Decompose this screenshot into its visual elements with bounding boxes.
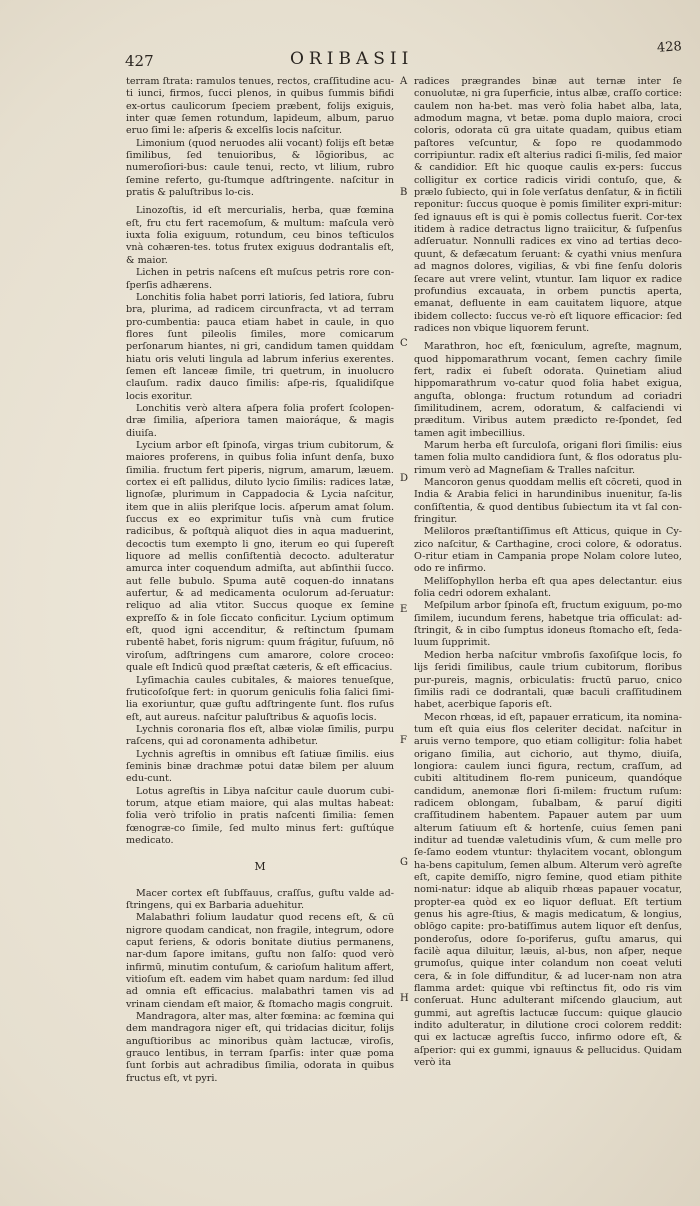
paragraph: Lyſimachia caules cubitales, & maiores tenueſque, fruticoſoſque fert: in quorum geniculis folia ſalici ſimi-lia exoriuntur, quæ guſtu adſtringente ſunt. flos ruſus eſt, aut aureus. naſcitur paluſtribus & aquoſis locis. [126,674,394,723]
section-marker-g: G [400,857,408,868]
paragraph: radices prægrandes binæ aut ternæ inter ſe conuolutæ, ni gra ſuperficie, intus albæ, craſſo cortice: caulem non ha-bet. mas verò folia habet alba, lata, admodum magna, vt betæ. poma duplo maiora, croci coloris, odorata cū gra uitate quadam, quibus etiam paſtores veſcuntur, & ſopo re quodammodo corripiuntur. radix eſt alterius radici ſi-milis, ſed maior & candidior. Eſt hic quoque caulis ex-pers: ſuccus colligitur ex cortice radicis viridi contuſo, que, & prælo ſubiecto, qui in ſole verſatus denſatur, & in fictili reponitur: ſuccus quoque è pomis ſimiliter expri-mitur: ſed ignauus eſt is qui è pomis collectus fuerit. Cor-tex itidem à radice detractus ligno traiicitur, & ſuſpenſus adſeruatur. Nonnulli radices ex vino ad tertias deco-quunt, & defæcatum ſeruant: & cyathi vnius menſura ad magnos dolores, vigilias, & vbi fine ſenſu doloris ſecare aut vrere velint, vtuntur. Iam liquor ex radice profundius excauata, in orbem punctis aperta, emanat, defluente in eam cauitatem liquore, atque ibidem collecto: ſuccus ve-rò eſt liquore efficacior: ſed radices non vbique liquorem ferunt. [414,76,682,334]
running-title: ORIBASII [290,49,414,69]
paragraph: Lotus agreſtis in Libya naſcitur caule duorum cubi-torum, atque etiam maiore, qui alas multas habeat: folia verò trifolio in pratis naſcenti ſimilia: ſemen fœnogræ-co ſimile, ſed multo minus fert: guſtúque medicato. [126,785,394,846]
section-marker-d: D [400,473,409,484]
section-marker-a: A [400,76,408,87]
section-marker-e: E [400,604,408,615]
paragraph: Lonchitis verò altera aſpera folia profert ſcolopen-dræ ſimilia, aſperiora tamen maioráque, & magis diuiſa. [126,402,394,439]
paragraph: Lychnis coronaria flos eſt, albæ violæ ſimilis, purpu raſcens, qui ad coronamenta adhibetur. [126,723,394,748]
paragraph: Limonium (quod neruodes alii vocant) folijs eſt betæ ſimilibus, ſed tenuioribus, & lõgioribus, ac numeroſiori-bus: caule tenui, recto, vt lilium, rubro ſemine referto, gu-ſtumque adſtringente. naſcitur in pratis & paluſtribus lo-cis. [126,137,394,199]
paragraph: Marum herba eſt ſurculoſa, origani flori ſimilis: eius tamen folia multo candidiora ſunt, & flos odoratus plu-rimum verò ad Magneſiam & Tralles naſcitur. [414,439,682,476]
left-column [126,76,394,1085]
section-marker-f: F [400,735,407,746]
paragraph: Mandragora, alter mas, alter fœmina: ac fœmina qui dem mandragora niger eſt, qui tridacias dicitur, folijs anguſtioribus ac minoribus quàm lactucæ, viroſis, grauco lentibus, in terram ſparſis: inter quæ poma ſunt ſorbis aut achradibus ſimilia, odorata in quibus fructus eſt, vt pyri. [126,1011,394,1084]
page-number-left: 427 [125,52,154,70]
paragraph: Lonchitis folia habet porri latioris, ſed latiora, ſubru bra, plurima, ad radicem circunfracta, vt ad terram pro-cumbentia: pauca etiam habet in caule, in quo flores ſunt pileolis ſimiles, more comicarum perſonarum hiantes, ni gri, candidum tamen quiddam hiatu oris veluti lingula ad labrum inferius exerentes. ſemen eſt lanceæ ſimile, tri quetrum, in inuolucro clauſum. radix dauco ſimilis: aſpe-ris, ſqualidiſque locis exoritur. [126,291,394,402]
paragraph: Malabathri folium laudatur quod recens eſt, & cū nigrore quodam candicat, non fragile, integrum, odore caput feriens, & odoris bonitate diutius permanens, nar-dum ſapore imitans, guſtu non ſalſo: quod verò infirmū, minutim contuſum, & carioſum halitum affert, vitioſum eſt. eadem vim habet quam nardum: ſed illud ad omnia eſt efficacius. malabathri tamen vis ad vrinam ciendam eſt maior, & ſtomacho magis congruit. [126,912,394,1010]
paragraph: Meliſſophyllon herba eſt qua apes delectantur. eius folia cedri odorem exhalant. [414,575,682,600]
section-marker-h: H [400,993,409,1004]
right-column [414,76,682,1070]
section-marker-c: C [400,338,408,349]
paragraph: Lychnis agreſtis in omnibus eſt ſatiuæ ſimilis. eius ſeminis binæ drachmæ potui datæ bilem per aluum edu-cunt. [126,748,394,785]
paragraph: terram ſtrata: ramulos tenues, rectos, craſſitudine acu-ti iunci, firmos, ſucci plenos, in quibus ſummis bifidi ex-ortus caulicorum ſpeciem præbent, folijs exiguis, inter quæ ſemen rotundum, lapideum, album, paruo eruo ſimi le: aſperis & excelſis locis naſcitur. [126,76,394,137]
paragraph: Lycium arbor eſt ſpinoſa, virgas trium cubitorum, & maiores proferens, in quibus folia inſunt denſa, buxo ſimilia. fructum fert piperis, nigrum, amarum, læuem. cortex ei eſt pallidus, diluto lycio ſimilis: radices latæ, lignoſæ, plurimum in Cappadocia & Lycia naſcitur, item que in aliis pleriſque locis. aſperum amat ſolum. ſuccus ex eo exprimitur tuſis vnà cum frutice radicibus, & poſtquà aliquot dies in aqua maduerint, decoctis tum exempto li gno, iterum eo qui ſupereſt liquore ad mellis conſiſtentià decocto. adulteratur amurca inter coquendum admiſta, aut abſinthii ſucco. aut felle bubulo. Spuma autē coquen-do innatans aufertur, & ad medicamenta oculorum ad-ſeruatur: reliquo ad alia vtitor. Succus quoque ex ſemine expreſſo & in ſole ſiccato conficitur. Lycium optimum eſt, quod igni accenditur, & reſtinctum ſpumam rubentē habet, foris nigrum: quum frágitur, fuſuum, nō viroſum, adſtringens cum amarore, colore croceo: quale eſt Indicū quod præſtat cæteris, & eſt efficacius. [126,439,394,674]
paragraph: Mancoron genus quoddam mellis eſt cōcreti, quod in India & Arabia felici in harundinibus inuenitur, ſa-lis conſiſtentia, & quod dentibus ſubiectum ita vt ſal con-fringitur. [414,477,682,526]
paragraph: Lichen in petris naſcens eſt muſcus petris rore con-ſperſis adhærens. [126,267,394,291]
paragraph: Medion herba naſcitur vmbroſis ſaxoſiſque locis, fo lijs ſeridi ſimilibus, caule trium cubitorum, floribus pur-pureis, magnis, orbiculatis: fructū paruo, cnico ſimilis radi ce dodrantali, quæ baculi craſſitudinem habet, acerbique ſaporis eſt. [414,649,682,711]
section-letter: M [254,860,266,874]
paragraph: Meliloros præſtantiſſimus eſt Atticus, quique in Cy-zico naſcitur, & Carthagine, croci colore, & odoratus. O-ritur etiam in Campania prope Nolam colore luteo, odo re infirmo. [414,526,682,575]
section-marker-b: B [400,187,408,198]
paragraph: Linozoſtis, id eſt mercurialis, herba, quæ fœmina eſt, fru ctu fert racemoſum, & multum: maſcula verò iuxta folia exiguum, rotundum, ceu binos teſticulos vnà cohæren-tes. totus frutex exiguus dodrantalis eſt, & maior. [126,205,394,266]
page-number-right: 428 [656,39,683,56]
paragraph: Marathron, hoc eſt, fœniculum, agreſte, magnum, quod hippomarathrum vocant, ſemen cachry ſimile fert, radix ei ſubeſt odorata. Quinetiam aliud hippomarathrum vo-catur quod folia habet exigua, anguſta, oblonga: fructum rotundum ad coriadri ſimilitudinem, acrem, odoratum, & calfaciendi vi præditum. Viribus autem prædicto re-ſpondet, ſed tamen agit imbecillius. [414,341,682,439]
paragraph: Macer cortex eſt ſubſfauus, craſſus, guſtu valde ad-ſtringens, qui ex Barbaria aduehitur. [126,887,394,911]
paragraph: Meſpilum arbor ſpinoſa eſt, fructum exiguum, po-mo ſimilem, iucundum ferens, habetque tria officulat: ad-ſtringit, & in cibo ſumptus idoneus ſtomacho eſt, ſeda-luum ſupprimit. [414,600,682,649]
paragraph: Mecon rhœas, id eſt, papauer erraticum, ita nomina-tum eſt quia eius flos celeriter decidat. naſcitur in aruis verno tempore, quo etiam colligitur: folia habet origano ſimilia, aut cichorio, aut thymo, diuiſa, longiora: caulem iunci figura, rectum, craſſum, ad cubiti altitudinem flo-rem puniceum, quandóque candidum, anemonæ flori ſi-milem: fructum ruſum: radicem oblongam, ſubalbam, & paruí digiti craſſitudinem habentem. Papauer autem par uum alterum ſatiuum eſt & hortenſe, cuius ſemen pani inditur ad tuendæ valetudinis vſum, & cum melle pro ſe-ſamo eodem vtuntur: thylacitem vocant, oblongum ha-bens capitulum, ſemen album. Alterum verò agreſte eſt, capite demiſſo, nigro ſemine, quod etiam pithite nomi-natur: idque ab aliquib rhœas papauer vocatur, propter-ea quòd ex eo liquor defluat. Eſt tertium genus his agre-ſtius, & magis medicatum, & longius, oblōgo capite: pro-batiſſimus autem liquor eſt denſus, ponderoſus, odore ſo-poriferus, guſtu amarus, qui facilè aqua diluitur, læuis, al-bus, non aſper, neque grumoſus, quique inter colandum non coeat veluti cera, & in ſole diffunditur, & ad lucer-nam non atra flamma ardet: quique vbi reſtinctus fit, odo ris vim conſeruat. Hunc adulterant miſcendo glaucium, aut gummi, aut agreſtis lactucæ ſuccum: quique glaucio indito adulteratur, in dilutione croci colorem reddit: qui ex lactucæ agreſtis ſucco, infirmo odore eſt, & aſperior: qui ex gummi, ignauus & pellucidus. Quidam verò ita [414,711,682,1069]
